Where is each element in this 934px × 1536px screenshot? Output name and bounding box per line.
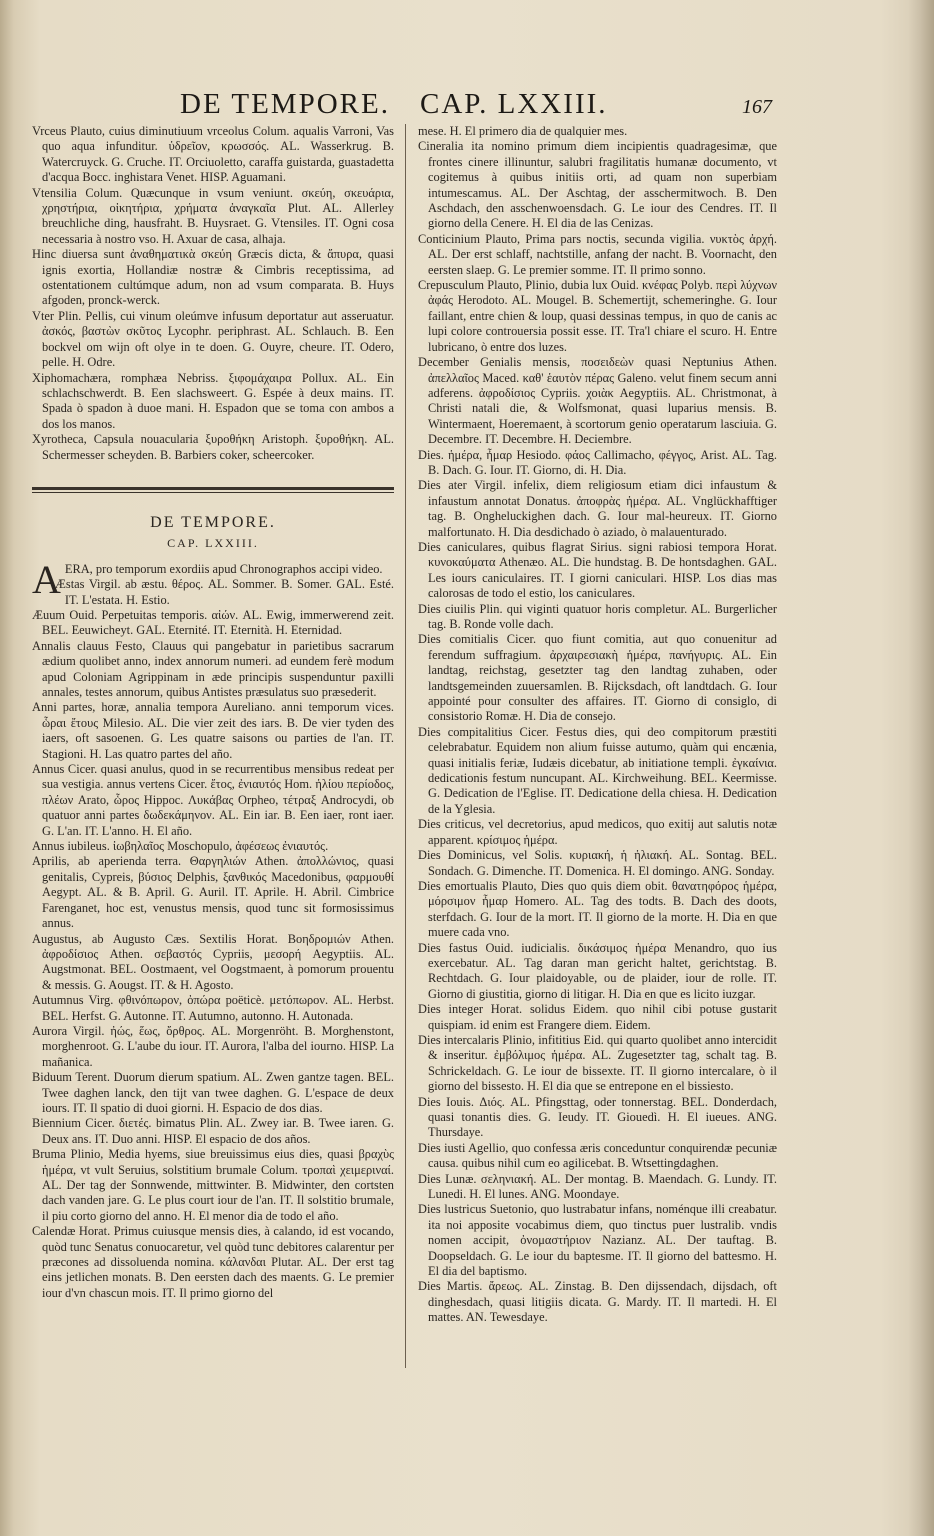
entry-text: Annus iubileus. ἰωβηλαῖος Moschopulo, ἀφέσεως ἐνιαυτός. (32, 839, 329, 854)
entry-text: Dies Lunæ. σεληνιακή. AL. Der montag. B. Maendach. G. Lundy. IT. Lunedi. H. El lunes. ANG. Moondaye. (418, 1171, 777, 1202)
entry-text: Aprilis, ab aperienda terra. Θαργηλιών Athen. ἀπολλώνιος, quasi genitalis, Cypreis, βύσιος Delphis, ξανθικός Macedonibus, φαρμουθί Aegypt. AL. & B. April. G. Auril. IT. Aprile. H. Abril. Cimbrice Farenganet, hoc est, venustus mensis, quod tunc sit formosissimus annus. (32, 854, 394, 931)
dictionary-entry (32, 1224, 394, 1301)
dictionary-entry (418, 478, 777, 540)
page-number: 167 (742, 96, 772, 118)
entry-text: Æstas Virgil. ab æstu. θέρος. AL. Sommer. B. Somer. GAL. Esté. IT. L'estata. H. Estio. (54, 577, 394, 607)
dictionary-entry (32, 371, 394, 433)
dictionary-entry (418, 1279, 777, 1325)
dictionary-entry (418, 879, 777, 941)
dictionary-entry (32, 932, 394, 994)
entry-text: Dies ciuilis Plin. qui viginti quatuor horis completur. AL. Burgerlicher tag. B. Ronde volle dach. (418, 601, 777, 631)
dictionary-entry (418, 232, 777, 278)
dictionary-entry (418, 848, 777, 879)
entry-text: Dies Iouis. Διός. AL. Pfingsttag, oder tonnerstag. BEL. Donderdach, quasi tonantis dies. G. Ieudy. IT. Giouedì. H. El iueues. ANG. Thursdaye. (418, 1094, 777, 1140)
left-column (32, 124, 394, 1301)
left-entries-top (32, 124, 394, 463)
dictionary-entry (418, 602, 777, 633)
dictionary-entry (32, 577, 394, 608)
dictionary-entry (32, 124, 394, 186)
entry-text: Aurora Virgil. ἠώς, ἕως, ὄρθρος. AL. Morgenröht. B. Morghenstont, morghenroot. G. L'aube du iour. IT. Aurora, l'alba del iourno. HISP. La mañanica. (32, 1023, 394, 1069)
dictionary-entry (32, 186, 394, 248)
dictionary-entry (32, 432, 394, 463)
entry-text: Biennium Cicer. διετές. bimatus Plin. AL. Zwey iar. B. Twee iaren. G. Deux ans. IT. Duo anni. HISP. El espacio de dos años. (32, 1116, 394, 1146)
entry-text: Anni partes, horæ, annalia tempora Aureliano. anni temporum vices. ὧραι ἔτους Milesio. AL. Die vier zeit des iars. B. De vier tyden des iaers, oft sasoenen. G. Les quatre saisons ou parties de l'an. IT. Stagioni. H. Las quatro partes del año. (32, 700, 394, 761)
dictionary-entry (32, 762, 394, 839)
entry-text: Xiphomachæra, romphæa Nebriss. ξιφομάχαιρα Pollux. AL. Ein schlachschwerdt. B. Een slachsweert. G. Espée à deux mains. IT. Spada ò spadon à duoe mani. H. Espadon que se toma con ambos a dos los manos. (32, 370, 394, 431)
entry-text: Dies iusti Agellio, quo confessa æris conceduntur conquirendæ pecuniæ causa. quibus nihil cum eo agilicebat. B. Wtsettingdaghen. (418, 1140, 777, 1171)
right-column (418, 124, 777, 1326)
dictionary-entry (32, 1116, 394, 1147)
entry-text: Crepusculum Plauto, Plinio, dubia lux Ouid. κνέφας Polyb. περὶ λύχνων ἀφάς Herodoto. AL. Mougel. B. Schemertijt, schemeringhe. G. Iour faillant, entre chien & loup, quasi dessinas tempus, in quo de canis ac lupi colore controuersia possit esse. IT. Tra'l chiare el scuro. H. Entre lubricano, ò entre dos luzes. (418, 278, 777, 354)
entry-text: Dies ater Virgil. infelix, diem religiosum etiam dici infaustum & infaustum annotat Donatus. ἀποφρὰς ἡμέρα. AL. Vnglückhafftiger tag. B. Ongheluckighen dach. G. Iour mal-heureux. IT. Giorno malfortunato. H. Dia desdichado ò aziado, ò malauenturado. (418, 478, 777, 539)
facing-page-gutter (0, 100, 18, 1400)
dictionary-entry (418, 817, 777, 848)
entry-text: Dies Martis. ἄρεως. AL. Zinstag. B. Den dijssendach, dijsdach, oft dinghesdach, quasi litigiis dicata. G. Mardy. IT. Il martedi. H. El mattes. AN. Tewesdaye. (418, 1279, 777, 1325)
dictionary-entry (418, 632, 777, 724)
right-entries (418, 124, 777, 1326)
dictionary-entry (418, 1172, 777, 1203)
dictionary-entry (32, 839, 394, 854)
entry-text: Dies lustricus Suetonio, quo lustrabatur infans, noménque illi creabatur. ita noi apposite vocabimus diem, quo tinctus puer lustralib. vndis nomen accipit, ὀνομαστήριον Nazianz. AL. Der tauftag. B. Doopseldach. G. Le iour du baptesme. IT. Il giorno del battesmo. H. El dia del baptismo. (418, 1202, 777, 1279)
entry-text: Dies caniculares, quibus flagrat Sirius. signi rabiosi tempora Horat. κυνοκαύματα Athenæo. AL. Die hundstag. B. De hontsdaghen. GAL. Les iours caniculaires. IT. I giorni caniculari. HISP. Los dias mas calorosas de todo el estio, los caniculares. (418, 539, 777, 601)
left-entries (32, 556, 394, 1302)
drop-cap: A (32, 556, 61, 602)
entry-text: Annalis clauus Festo, Clauus qui pangebatur in parietibus sacrarum ædium quolibet anno, index annorum numeri. ad eundem ferè modum apud Coloniam Agrippinam in æde principis suspenduntur paxilli annales, testes annorum, quibus Antistes præsulatus suo præsederit. (32, 638, 394, 699)
entry-text: Æuum Ouid. Perpetuitas temporis. αἰών. AL. Ewig, immerwerend zeit. BEL. Eeuwicheyt. GAL. Eternité. IT. Eternità. H. Eternidad. (32, 607, 394, 638)
entry-text: Xyrotheca, Capsula nouacularia ξυροθήκη Aristoph. ξυροθήκη. AL. Schermesser scheyden. B. Barbiers coker, scheercoker. (32, 432, 394, 462)
section-chapter: CAP. LXXIII. (167, 536, 259, 551)
running-head (180, 88, 638, 121)
dictionary-entry (32, 1070, 394, 1116)
entry-text: Hinc diuersa sunt ἀναθηματικὰ σκεύη Græcis dicta, & ἄπυρα, quasi ignis exortia, Hollandiæ nostræ & Cimbris receptissima, ad ostentationem cultúmque adum, non ad vsum comparata. B. Huys afgoden, pronck-werck. (32, 247, 394, 308)
entry-text: December Genialis mensis, ποσειδεὼν quasi Neptunius Athen. ἀπελλαῖος Maced. καθ' ἑαυτὸν πέρας Galeno. velut finem secum anni adferens. ἀφροδίσιος Cypriis. χοιὰκ Aegyptiis. AL. Christmonat, à Christi natali die, & Wolfsmonat, quasi luparius mensis. B. Wintermaent, Hoeremaent, à scortorum genio operatarum lasciuia. G. Decembre. IT. Decembre. H. Deciembre. (418, 355, 777, 447)
entry-text: Vter Plin. Pellis, cui vinum oleúmve infusum deportatur aut asseruatur. ἀσκός, βαστὼν σκῦτος Lycophr. periphrast. AL. Schlauch. B. Een bockvel om wijn oft olye in te doen. G. Ouyre, cheure. IT. Odero, pelle. H. Odre. (32, 308, 394, 370)
entry-text: Autumnus Virg. φθινόπωρον, ὀπώρα poëticè. μετόπωρον. AL. Herbst. BEL. Herfst. G. Autonne. IT. Autumno, autonno. H. Autonada. (32, 993, 394, 1023)
entry-text: Dies comitialis Cicer. quo fiunt comitia, aut quo conuenitur ad ferendum suffragium. ἀρχαιρεσιακὴ ἡμέρα, πανήγυρις. AL. Ein landtag, reichstag, gesetzter tag den landtag zuhaben, oder landtsgemeinden zuuersamlen. B. Rijcksdach, oft landtdach. G. Iour appointé pour consulter des affaires. IT. Giorno di consiglo, di consistorio Romæ. H. Dia de consejo. (418, 632, 777, 724)
dictionary-entry (418, 725, 777, 817)
entry-text: ERA, pro temporum exordiis apud Chronographos accipi video. (64, 561, 383, 576)
dictionary-entry (32, 1024, 394, 1070)
dictionary-entry (32, 993, 394, 1024)
dictionary-entry (418, 139, 777, 231)
dictionary-entry (418, 1202, 777, 1279)
dictionary-entry (32, 247, 394, 309)
entry-text: Biduum Terent. Duorum dierum spatium. AL. Zwen gantze tagen. BEL. Twee daghen lanck, den tijt van twee daghen. G. L'espace de deux iours. IT. Il spatio di duoi giorni. H. Espacio de dos dias. (32, 1070, 394, 1115)
entry-text: Dies compitalitius Cicer. Festus dies, qui deo compitorum præstiti celebrabatur. Equidem non alium fuisse autumo, quàm qui encænia, quasi initialis feriæ, Iudæis dicebatur, ab initiatione templi. ἐγκαίνια. dedicationis festum nuncupant. AL. Kirchweihung. BEL. Keermisse. G. Dedication de l'Eglise. IT. Dedicatione della chiesa. H. Dedication de la Yglesia. (418, 724, 777, 816)
entry-text: Bruma Plinio, Media hyems, siue breuissimus eius dies, quasi βραχὺς ἡμέρα, vt vult Seruius, solstitium brumale Colum. τροπαὶ χειμεριναί. AL. Der tag der Sonnwende, mittwinter. B. Midwinter, den cortsten dach vanden jare. G. Le plus court iour de l'an. IT. Il solstitio brumale, il piu corto giorno del anno. H. El menor dia de todo el año. (32, 1147, 394, 1223)
running-head-chapter: CAP. LXXIII. (419, 88, 608, 120)
entry-text: Conticinium Plauto, Prima pars noctis, secunda vigilia. νυκτὸς ἀρχή. AL. Der erst schlaff, nachtstille, anfang der nacht. B. Voornacht, den eersten slaep. G. Le premier somme. IT. Il primo sonno. (418, 231, 777, 277)
dictionary-entry (418, 540, 777, 602)
dictionary-entry (32, 1147, 394, 1224)
section-title: DE TEMPORE. (150, 513, 276, 531)
dictionary-entry (418, 1141, 777, 1172)
entry-text: mese. H. El primero dia de qualquier mes. (418, 124, 628, 138)
entry-text: Dies Dominicus, vel Solis. κυριακή, ἡ ἡλιακή. AL. Sontag. BEL. Sondach. G. Dimenche. IT. Domenica. H. El domingo. ANG. Sonday. (418, 848, 777, 878)
entry-text: Dies criticus, vel decretorius, apud medicos, quo exitij aut salutis notæ apparent. κρίσιμος ἡμέρα. (418, 817, 777, 847)
dictionary-entry (32, 700, 394, 762)
entry-text: Dies fastus Ouid. iudicialis. δικάσιμος ἡμέρα Menandro, quo ius exercebatur. AL. Tag daran man gericht haltet, gerichtstag. B. Rechtdach. G. Iour plaidoyable, ou de plaider, iour de rolle. IT. Giorno di giustitia, giorno di litigar. H. Dia en que es licito iuzgar. (418, 940, 777, 1001)
dictionary-entry (418, 355, 777, 447)
entry-text: Calendæ Horat. Primus cuiusque mensis dies, à calando, id est vocando, quòd tunc Senatus conuocaretur, vel quòd tunc debitores calarentur per præcones ad dissoluenda nomina. κάλανδαι Plutar. AL. Der erst tag eins jetlichen monats. B. Den eersten dach des maents. G. Le premier iour d'vn chascun mois. IT. Il primo giorno del (32, 1224, 394, 1300)
entry-text: Dies. ἡμέρα, ἦμαρ Hesiodo. φάος Callimacho, φέγγος, Arist. AL. Tag. B. Dach. G. Iour. IT. Giorno, di. H. Dia. (418, 447, 777, 477)
entry-text: Dies emortualis Plauto, Dies quo quis diem obit. θανατηφόρος ἡμέρα, μόρσιμον ἦμαρ Homero. AL. Tag des todts. B. Dach des doots, sterfdach. G. Iour de la mort. IT. Il giorno de la morte. H. Dia en que muere cada vno. (418, 878, 777, 940)
entry-text: Dies intercalaris Plinio, infititius Eid. qui quarto quolibet anno intercidit & inseritur. ἐμβόλιμος ἡμέρα. AL. Zugesetzter tag, schalt tag. B. Schrickeldach. G. Le iour de bissexte. IT. Il giorno intercalare, ò il giorno del bissesto. H. El dia que se entrepone en el bissiesto. (418, 1032, 777, 1094)
section-rule (32, 487, 394, 493)
running-head-title: DE TEMPORE. (180, 88, 390, 120)
dictionary-entry (32, 639, 394, 701)
dictionary-entry (418, 124, 777, 139)
dictionary-entry (418, 1095, 777, 1141)
entry-text: Augustus, ab Augusto Cæs. Sextilis Horat. Βοηδρομιών Athen. ἀφροδίσιος Athen. σεβαστός Cypriis, μεσορή Aegyptiis. AL. Augstmonat. BEL. Oostmaent, vel Oogstmaent, à pomorum prouentu & messis. G. Aougst. IT. & H. Agosto. (32, 931, 394, 992)
dictionary-entry (418, 941, 777, 1003)
dictionary-entry (418, 278, 777, 355)
entry-text: Vrceus Plauto, cuius diminutiuum vrceolus Colum. aqualis Varroni, Vas quo aqua infunditur. ὑδρεῖον, κρωσσός. AL. Wasserkrug. B. Watercruyck. G. Cruche. IT. Orciuoletto, caraffa guistarda, guastadetta d'acqua Bocc. inghistara Venet. HISP. Aguamani. (32, 124, 394, 185)
dictionary-entry (418, 1033, 777, 1095)
dictionary-entry (32, 608, 394, 639)
dictionary-entry (418, 448, 777, 479)
entry-text: Cineralia ita nomino primum diem incipientis quadragesimæ, que frontes cinere illinuntur, salubri fragilitatis humanæ documento, vt cogitemus à quibus initiis orti, ad quam non superbiam intumescamus. AL. Der Aschtag, der asschermitwoch. B. Den Aschdach, den asschenwoensdach. G. Le iour des Cendres. IT. Il giorno della Cenere. H. El dia de las Cenizas. (418, 139, 777, 231)
dictionary-entry (32, 309, 394, 371)
entry-text: Annus Cicer. quasi anulus, quod in se recurrentibus mensibus redeat per sua vestigia. annus vertens Cicer. ἔτος, ἐνιαυτός Hom. ἡλίου περίοδος, πλέων Arato, ὧρος Hippoc. Λυκάβας Orpheo, τέτραξ Androcydi, ob quatuor anni partes δωδεκάμηνον. AL. Ein iar. B. Een iaer, ront iaer. G. L'an. IT. L'anno. H. El año. (32, 762, 394, 838)
entry-text: Vtensilia Colum. Quæcunque in vsum veniunt. σκεύη, σκευάρια, χρηστήρια, οἰκητήρια, χρήματα ἀναγκαῖα Plut. AL. Allerley breuchliche ding, hausfraht. B. Huysraet. G. Vtensiles. IT. Ogni cosa necessaria à nostro vso. H. Axuar de casa, alhaja. (32, 185, 394, 246)
dictionary-entry (32, 854, 394, 931)
dictionary-entry (418, 1002, 777, 1033)
entry-text: Dies integer Horat. solidus Eidem. quo nihil cibi potuse gustarit quispiam. id enim est Frangere diem. Eidem. (418, 1002, 777, 1032)
column-divider (405, 124, 406, 1368)
